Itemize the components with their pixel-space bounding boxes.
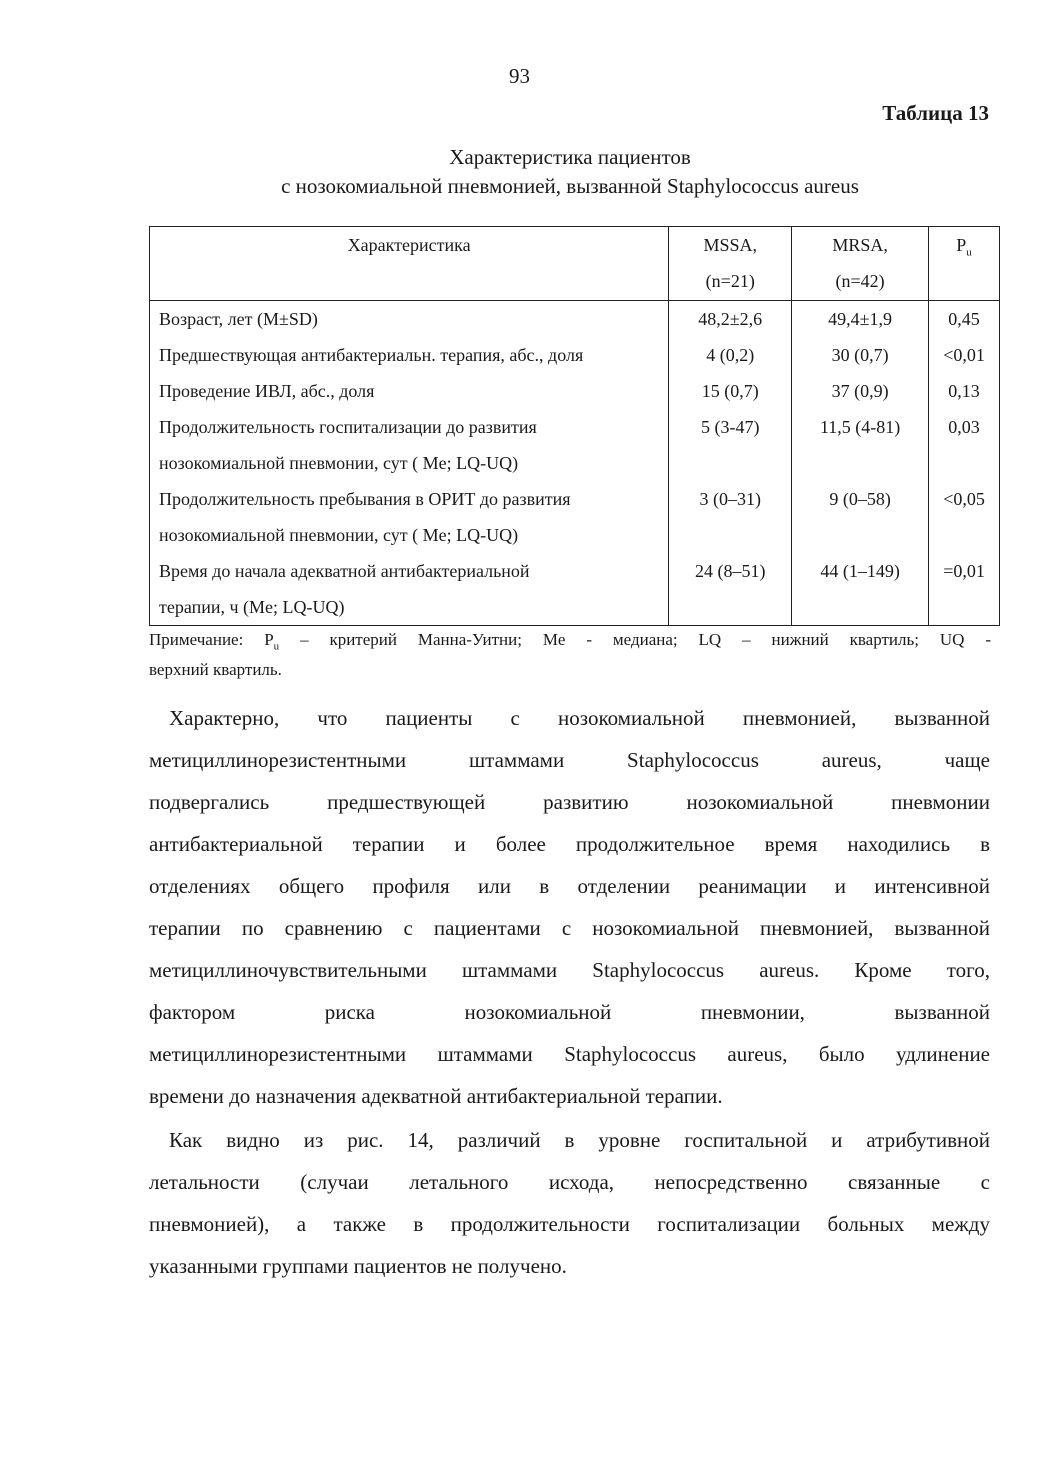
table-row [150,553,1000,626]
table-row [150,481,1000,553]
row-label-line: Продолжительность госпитализации до развития [159,417,537,437]
row-label-line: нозокомиальной пневмонии, сут ( Me; LQ-UQ) [159,453,519,473]
cell-mssa: 4 (0,2) [669,337,792,373]
cell-p: 0,13 [929,373,1000,409]
paragraph-line: Как видно из рис. 14, различий в уровне госпитальной и атрибутивной [169,1128,990,1152]
paragraph [149,1119,990,1287]
paragraph-line: антибактериальной терапии и более продолжительное время находились в [149,832,990,856]
paragraph-line: фактором риска нозокомиальной пневмонии, вызванной [149,1000,990,1024]
header-mssa [669,227,792,301]
cell-mssa: 48,2±2,6 [669,301,792,338]
paragraph [149,697,990,1117]
cell-mrsa: 44 (1–149) [792,553,929,626]
row-label-line: Продолжительность пребывания в ОРИТ до развития [159,489,571,509]
header-p-value [929,227,1000,301]
header-mssa-n: (n=21) [705,271,755,291]
cell-mrsa: 49,4±1,9 [792,301,929,338]
cell-mrsa: 9 (0–58) [792,481,929,553]
row-label-line: терапии, ч (Me; LQ-UQ) [159,597,345,617]
paragraph-line: времени до назначения адекватной антибактериальной терапии. [149,1084,723,1108]
paragraph-line: отделениях общего профиля или в отделении реанимации и интенсивной [149,874,990,898]
table-note [149,628,991,681]
note-prefix: Примечание: P [149,630,274,649]
header-mrsa-n: (n=42) [835,271,885,291]
cell-mrsa: 30 (0,7) [792,337,929,373]
table-header-row [150,227,1000,301]
paragraph-line: пневмонией), а также в продолжительности госпитализации больных между [149,1212,990,1236]
paragraph-line: подвергались предшествующей развитию нозокомиальной пневмонии [149,790,990,814]
paragraph-line: Характерно, что пациенты с нозокомиальной пневмонией, вызванной [169,706,990,730]
row-label [150,481,669,553]
cell-mssa: 24 (8–51) [669,553,792,626]
table-row [150,373,1000,409]
note-line: верхний квартиль. [149,660,282,680]
header-p-sub: u [966,246,972,259]
row-label-line: Время до начала адекватной антибактериальной [159,561,530,581]
cell-mrsa: 37 (0,9) [792,373,929,409]
paragraph-line: указанными группами пациентов не получено. [149,1254,567,1278]
paragraph-line: метициллинорезистентными штаммами Staphylococcus aureus, было удлинение [149,1042,990,1066]
header-characteristic: Характеристика [150,227,669,301]
cell-p: 0,03 [929,409,1000,481]
row-label [150,553,669,626]
table-caption [100,143,1039,201]
cell-mssa: 5 (3-47) [669,409,792,481]
row-label-line: Возраст, лет (M±SD) [159,309,318,329]
cell-mrsa: 11,5 (4-81) [792,409,929,481]
row-label [150,409,669,481]
paragraph-line: летальности (случаи летального исхода, непосредственно связанные с [149,1170,990,1194]
paragraph-line: терапии по сравнению с пациентами с нозокомиальной пневмонией, вызванной [149,916,990,940]
note-text: – критерий Манна-Уитни; Me - медиана; LQ – нижний квартиль; UQ - [279,630,991,649]
header-mrsa-label: MRSA, [832,235,888,255]
caption-line: Характеристика пациентов [449,145,691,169]
paragraph-line: метициллинорезистентными штаммами Staphylococcus aureus, чаще [149,748,990,772]
cell-p: 0,45 [929,301,1000,338]
row-label-line: нозокомиальной пневмонии, сут ( Me; LQ-UQ) [159,525,519,545]
caption-line: с нозокомиальной пневмонией, вызванной Staphylococcus aureus [281,174,859,198]
table-label: Таблица 13 [882,101,989,125]
table-row [150,337,1000,373]
note-sub: u [273,640,280,653]
row-label-line: Проведение ИВЛ, абс., доля [159,381,375,401]
row-label [150,301,669,338]
note-line [149,628,991,658]
header-mrsa [792,227,929,301]
row-label [150,337,669,373]
cell-p: <0,05 [929,481,1000,553]
page-number: 93 [509,64,530,88]
table-row [150,301,1000,338]
cell-p: =0,01 [929,553,1000,626]
row-label [150,373,669,409]
patient-characteristics-table [149,226,1000,626]
header-p-main: P [956,235,967,255]
paragraph-line: метициллиночувствительными штаммами Staphylococcus aureus. Кроме того, [149,958,990,982]
cell-mssa: 3 (0–31) [669,481,792,553]
header-mssa-label: MSSA, [703,235,758,255]
cell-p: <0,01 [929,337,1000,373]
row-label-line: Предшествующая антибактериальн. терапия, абс., доля [159,345,584,365]
table-row [150,409,1000,481]
cell-mssa: 15 (0,7) [669,373,792,409]
